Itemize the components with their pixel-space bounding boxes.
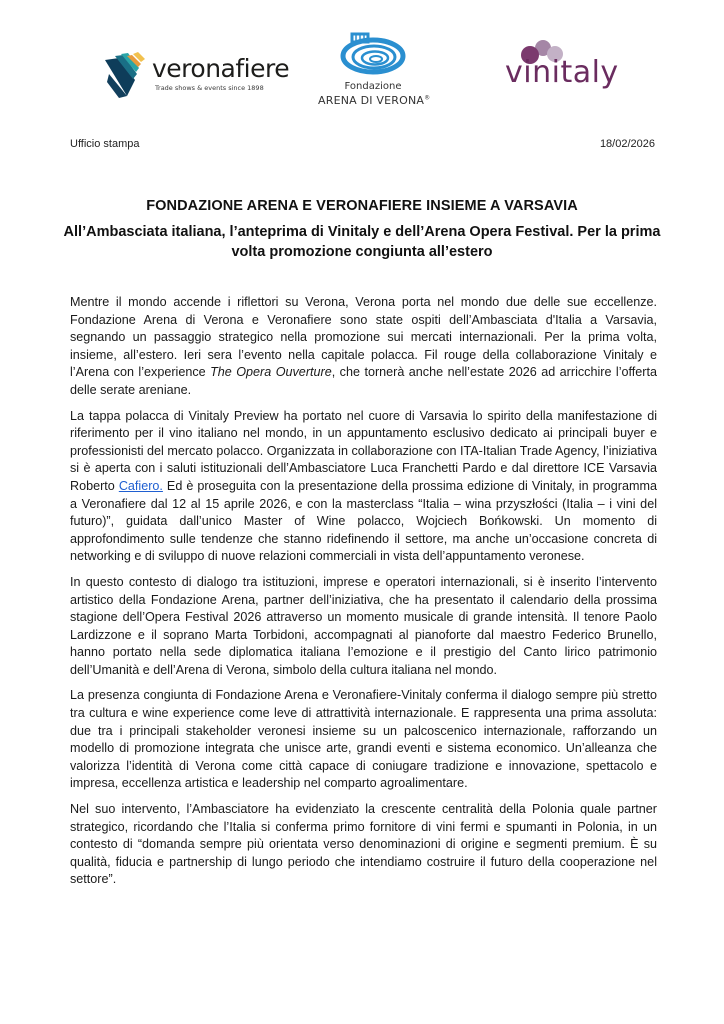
veronafiere-tagline: Trade shows & events since 1898 — [155, 84, 264, 92]
paragraph-2 — [70, 408, 657, 566]
arena-name: ARENA DI VERONA® — [318, 94, 431, 107]
arena-subtitle: Fondazione — [344, 81, 402, 92]
veronafiere-wordmark: veronafiere — [152, 54, 290, 83]
document-subtitle: All’Ambasciata italiana, l’anteprima di Vinitaly e dell’Arena Opera Festival. Per la prima volta promozione congiunta all’estero — [63, 224, 661, 260]
document-title: FONDAZIONE ARENA E VERONAFIERE INSIEME A VARSAVIA — [146, 198, 578, 214]
document-date: 18/02/2026 — [599, 138, 655, 150]
paragraph-1-text-b: , che tornerà anche nell’estate 2026 ad arricchire l’offerta delle serate areniane. — [70, 365, 657, 397]
veronafiere-logo — [105, 50, 295, 100]
vinitaly-logo — [505, 45, 625, 105]
cafiero-link[interactable]: Cafiero. — [118, 478, 163, 493]
veronafiere-mark-icon — [105, 52, 151, 98]
experience-title: The Opera Ouverture — [210, 365, 332, 380]
press-office-label: Ufficio stampa — [70, 138, 140, 150]
paragraph-5: Nel suo intervento, l’Ambasciatore ha evidenziato la crescente centralità della Polonia quale partner strategico, ricordando che l’Italia si conferma primo fornitore di vini fermi e spumanti in Polonia, in un contesto di “domanda sempre più orientata verso denominazioni di origine e segmenti premium. È su qualità, fiducia e partnership di lungo periodo che intendiamo costruire il futuro della cooperazione nel settore”. — [70, 802, 657, 887]
logo-header — [0, 0, 724, 120]
arena-di-verona-logo — [318, 28, 431, 113]
paragraph-4: La presenza congiunta di Fondazione Arena e Veronafiere-Vinitaly conferma il dialogo sempre più stretto tra cultura e wine experience come leve di attrattività internazionale. E rappresenta una prima assoluta: due tra i principali stakeholder veronesi insieme su un palcoscenico internazionale, rafforzando un modello di promozione integrata che unisce arte, grandi eventi e sistema economico. Un’alleanza che valorizza l’identità di Verona come città capace di coniugare tradizione e innovazione, spettacolo e impresa, eccellenza artistica e leadership nel comparto agroalimentare. — [70, 688, 657, 791]
paragraph-3: In questo contesto di dialogo tra istituzioni, imprese e operatori internazionali, si è inserito l’intervento artistico della Fondazione Arena, partner dell’iniziativa, che ha presentato il calendario della prossima stagione dell’Opera Festival 2026 attraverso un momento musicale di grande intensità. Il tenore Paolo Lardizzone e il soprano Marta Torbidoni, accompagnati al pianoforte dal maestro Federico Brunello, hanno portato nella sede diplomatica italiana l’emozione e il prestigio del Canto lirico patrimonio dell’Umanità e dell’Arena di Verona, simbolo della cultura italiana nel mondo. — [70, 574, 657, 677]
vinitaly-wordmark: vinitaly — [505, 55, 619, 90]
paragraph-2-text-b: Ed è proseguita con la presentazione della prossima edizione di Vinitaly, in programma a Veronafiere dal 12 al 15 aprile 2026, e con la masterclass “Italia – wina przyszłości (Italia – i vini del futuro)”, guidata dall’unico Master of Wine polacco, Wojciech Bońkowski. Un momento di approfondimento sulle tendenze che stanno ridefinendo il settore, ma anche un’occasione concreta di networking e di sviluppo di nuove relazioni commerciali in vista dell’appuntamento veronese. — [70, 478, 657, 564]
paragraph-1-text-a: Mentre il mondo accende i riflettori su Verona, Verona porta nel mondo due delle sue eccellenze. Fondazione Arena di Verona e Veronafiere sono state ospiti dell’Ambasciata d'Italia a Varsavia, segnando un passaggio strategico nella promozione sui mercati internazionali. Per la prima volta, insieme, all’estero. Ieri sera l’evento nella capitale polacca. Fil rouge della collaborazione Vinitaly e l’Arena con l’experience — [70, 295, 657, 380]
arena-amphitheatre-icon — [338, 28, 408, 78]
paragraph-2-text-a: La tappa polacca di Vinitaly Preview ha portato nel cuore di Varsavia lo spirito della manifestazione di riferimento per il vino italiano nel mondo, in un appuntamento esclusivo dedicato ai principali buyer e professionisti del mercato polacco. Organizzata in collaborazione con ITA-Italian Trade Agency, l’iniziativa si è aperta con i saluti istituzionali dell’Ambasciatore Luca Franchetti Pardo e dal direttore ICE Varsavia Roberto — [70, 408, 657, 493]
document-body — [70, 294, 657, 897]
paragraph-1 — [70, 294, 657, 400]
